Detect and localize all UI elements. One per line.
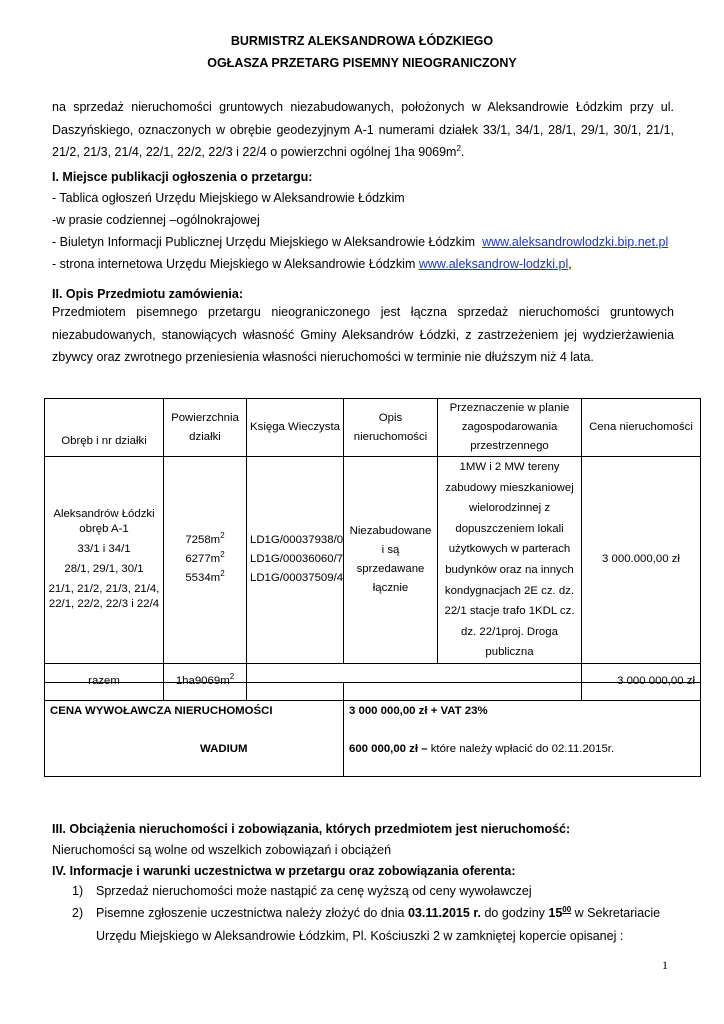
page-number: 1 [662,958,668,972]
obreb-line-4: 28/1, 29/1, 30/1 [64,563,144,576]
website-link[interactable]: www.aleksandrow-lodzki.pl [418,257,569,271]
area-3-sup: 2 [220,569,225,579]
obreb-line-5: 21/1, 21/2, 21/3, 21/4, 22/1, 22/2, 22/3 i 22/4 [48,583,160,611]
website-link-suffix: , [568,257,572,271]
section1-title: I. Miejsce publikacji ogłoszenia o przetargu: [52,170,313,184]
property-table [44,398,701,701]
cena-label: CENA WYWOŁAWCZA NIERUCHOMOŚCI [50,705,273,717]
cell-ksiega [247,457,344,664]
section1-item-1: - Tablica ogłoszeń Urzędu Miejskiego w Aleksandrowie Łódzkim [52,191,405,205]
area-3-value: 5534m [185,572,221,585]
section3-title: III. Obciążenia nieruchomości i zobowiązania, których przedmiotem jest nieruchomość: [52,822,571,836]
intro-paragraph [52,96,674,164]
intro-end: . [460,145,465,159]
header-opis: Opis nieruchomości [344,399,438,457]
table-row [45,457,701,664]
list-item-1-number: 1) [72,884,84,898]
section1-item-2: -w prasie codziennej –ogólnokrajowej [52,213,260,227]
section1-item-3-text: - Biuletyn Informacji Publicznej Urzędu Miejskiego w Aleksandrowie Łódzkim [52,235,476,249]
area-2-sup: 2 [220,550,225,560]
section2-paragraph: Przedmiotem pisemnego przetargu nieograniczonego jest łączna sprzedaż nieruchomości gruntowych niezabudowanych, stanowiących własność Gminy Aleksandrów Łódzki, z zastrzeżeniem jej wydzierżawienia zbywcy oraz zwrotnego przeniesienia własności nieruchomości w terminie nie dłuższym niż 4 lata. [52,305,674,364]
intro-text: na sprzedaż nieruchomości gruntowych niezabudowanych, położonych w Aleksandrowie Łódzkim przy ul. Daszyńskiego, oznaczonych w obrębie geodezyjnym A-1 numerami działek 33/1, 34/1, 28/1, 29/1, 30/1, 21/1, 21/2, 21/3, 21/4, 22/1, 22/2, 22/3 i 22/4 o powierzchni ogólnej 1ha 9069m [52,100,674,159]
total-label: razem [45,663,164,700]
wadium-value [349,740,614,758]
total-price: 3 000 000,00 zł [582,663,701,700]
area-2 [167,550,243,569]
header-title: BURMISTRZ ALEKSANDROWA ŁÓDZKIEGO [230,34,494,48]
item2-minutes: 00 [562,904,572,914]
section3-text: Nieruchomości są wolne od wszelkich zobowiązań i obciążeń [52,843,392,857]
area-1-sup: 2 [220,531,225,541]
total-area-value: 1ha9069m [175,675,230,688]
cell-cena: 3 000.000,00 zł [582,457,701,664]
price-labels-cell [45,683,344,777]
header-subtitle: OGŁASZA PRZETARG PISEMNY NIEOGRANICZONY [207,56,517,70]
price-values-cell [344,683,701,777]
item2-date: 03.11.2015 r. [407,906,481,920]
cell-powierzchnia [164,457,247,664]
wadium-label: WADIUM [200,743,248,755]
kw-1: LD1G/00037938/0 [250,534,344,547]
item2-part-a: Pisemne zgłoszenie uczestnictwa należy złożyć do dnia [96,906,408,920]
list-item-1-text: Sprzedaż nieruchomości może nastąpić za cenę wyższą od ceny wywoławczej [96,884,532,898]
wadium-deadline: które należy wpłacić do 02.11.2015r. [427,743,615,755]
section1-item-4 [52,257,572,271]
area-1-value: 7258m [185,534,221,547]
section4-title: IV. Informacje i warunki uczestnictwa w przetargu oraz zobowiązania oferenta: [52,864,516,878]
area-2-value: 6277m [185,553,221,566]
item2-part-c: w Sekretariacie Urzędu Miejskiego w Aleksandrowie Łódzkim, Pl. Kościuszki 2 w zamkniętej kopercie opisanej : [96,906,661,943]
item2-part-b: do godziny [480,906,549,920]
header-przeznaczenie: Przeznaczenie w planie zagospodarowania przestrzennego [438,399,582,457]
list-item-2-number: 2) [72,906,84,920]
section2-title: II. Opis Przedmiotu zamówienia: [52,287,244,301]
table-header-row [45,399,701,457]
intro-sup: 2 [456,143,461,153]
kw-3: LD1G/00037509/4 [250,572,344,585]
area-3 [167,569,243,588]
area-1 [167,531,243,550]
total-area-sup: 2 [229,672,235,682]
item2-hour-value: 15 [548,906,563,920]
cell-obreb [45,457,164,664]
obreb-line-2: obręb A-1 [79,523,129,536]
price-box [44,682,701,777]
item2-hour [548,906,571,920]
header-powierzchnia: Powierzchnia działki [164,399,247,457]
header-cena: Cena nieruchomości [582,399,701,457]
section1-item-3 [52,235,668,249]
section1-item-4-text: - strona internetowa Urzędu Miejskiego w Aleksandrowie Łódzkim [52,257,416,271]
kw-2: LD1G/00036060/7 [250,553,344,566]
cell-opis: Niezabudowane i są sprzedawane łącznie [344,457,438,664]
cena-value: 3 000 000,00 zł + VAT 23% [349,705,488,717]
list-item-2-text [96,902,696,947]
bip-link[interactable]: www.aleksandrowlodzki.bip.net.pl [482,235,669,249]
cell-przeznaczenie: 1MW i 2 MW tereny zabudowy mieszkaniowej wielorodzinnej z dopuszczeniem lokali użytkowych w parterach budynków oraz na innych kondygnacjach 2E cz. dz. 22/1 stacje trafo 1KDL cz. dz. 22/1proj. Droga publiczna [438,457,582,664]
header-ksiega: Księga Wieczysta [247,399,344,457]
price-box-row [45,683,701,777]
wadium-amount: 600 000,00 zł – [349,743,428,755]
header-obreb: Obręb i nr działki [45,399,164,457]
obreb-line-1: Aleksandrów Łódzki [53,508,155,521]
obreb-line-3: 33/1 i 34/1 [77,543,131,556]
